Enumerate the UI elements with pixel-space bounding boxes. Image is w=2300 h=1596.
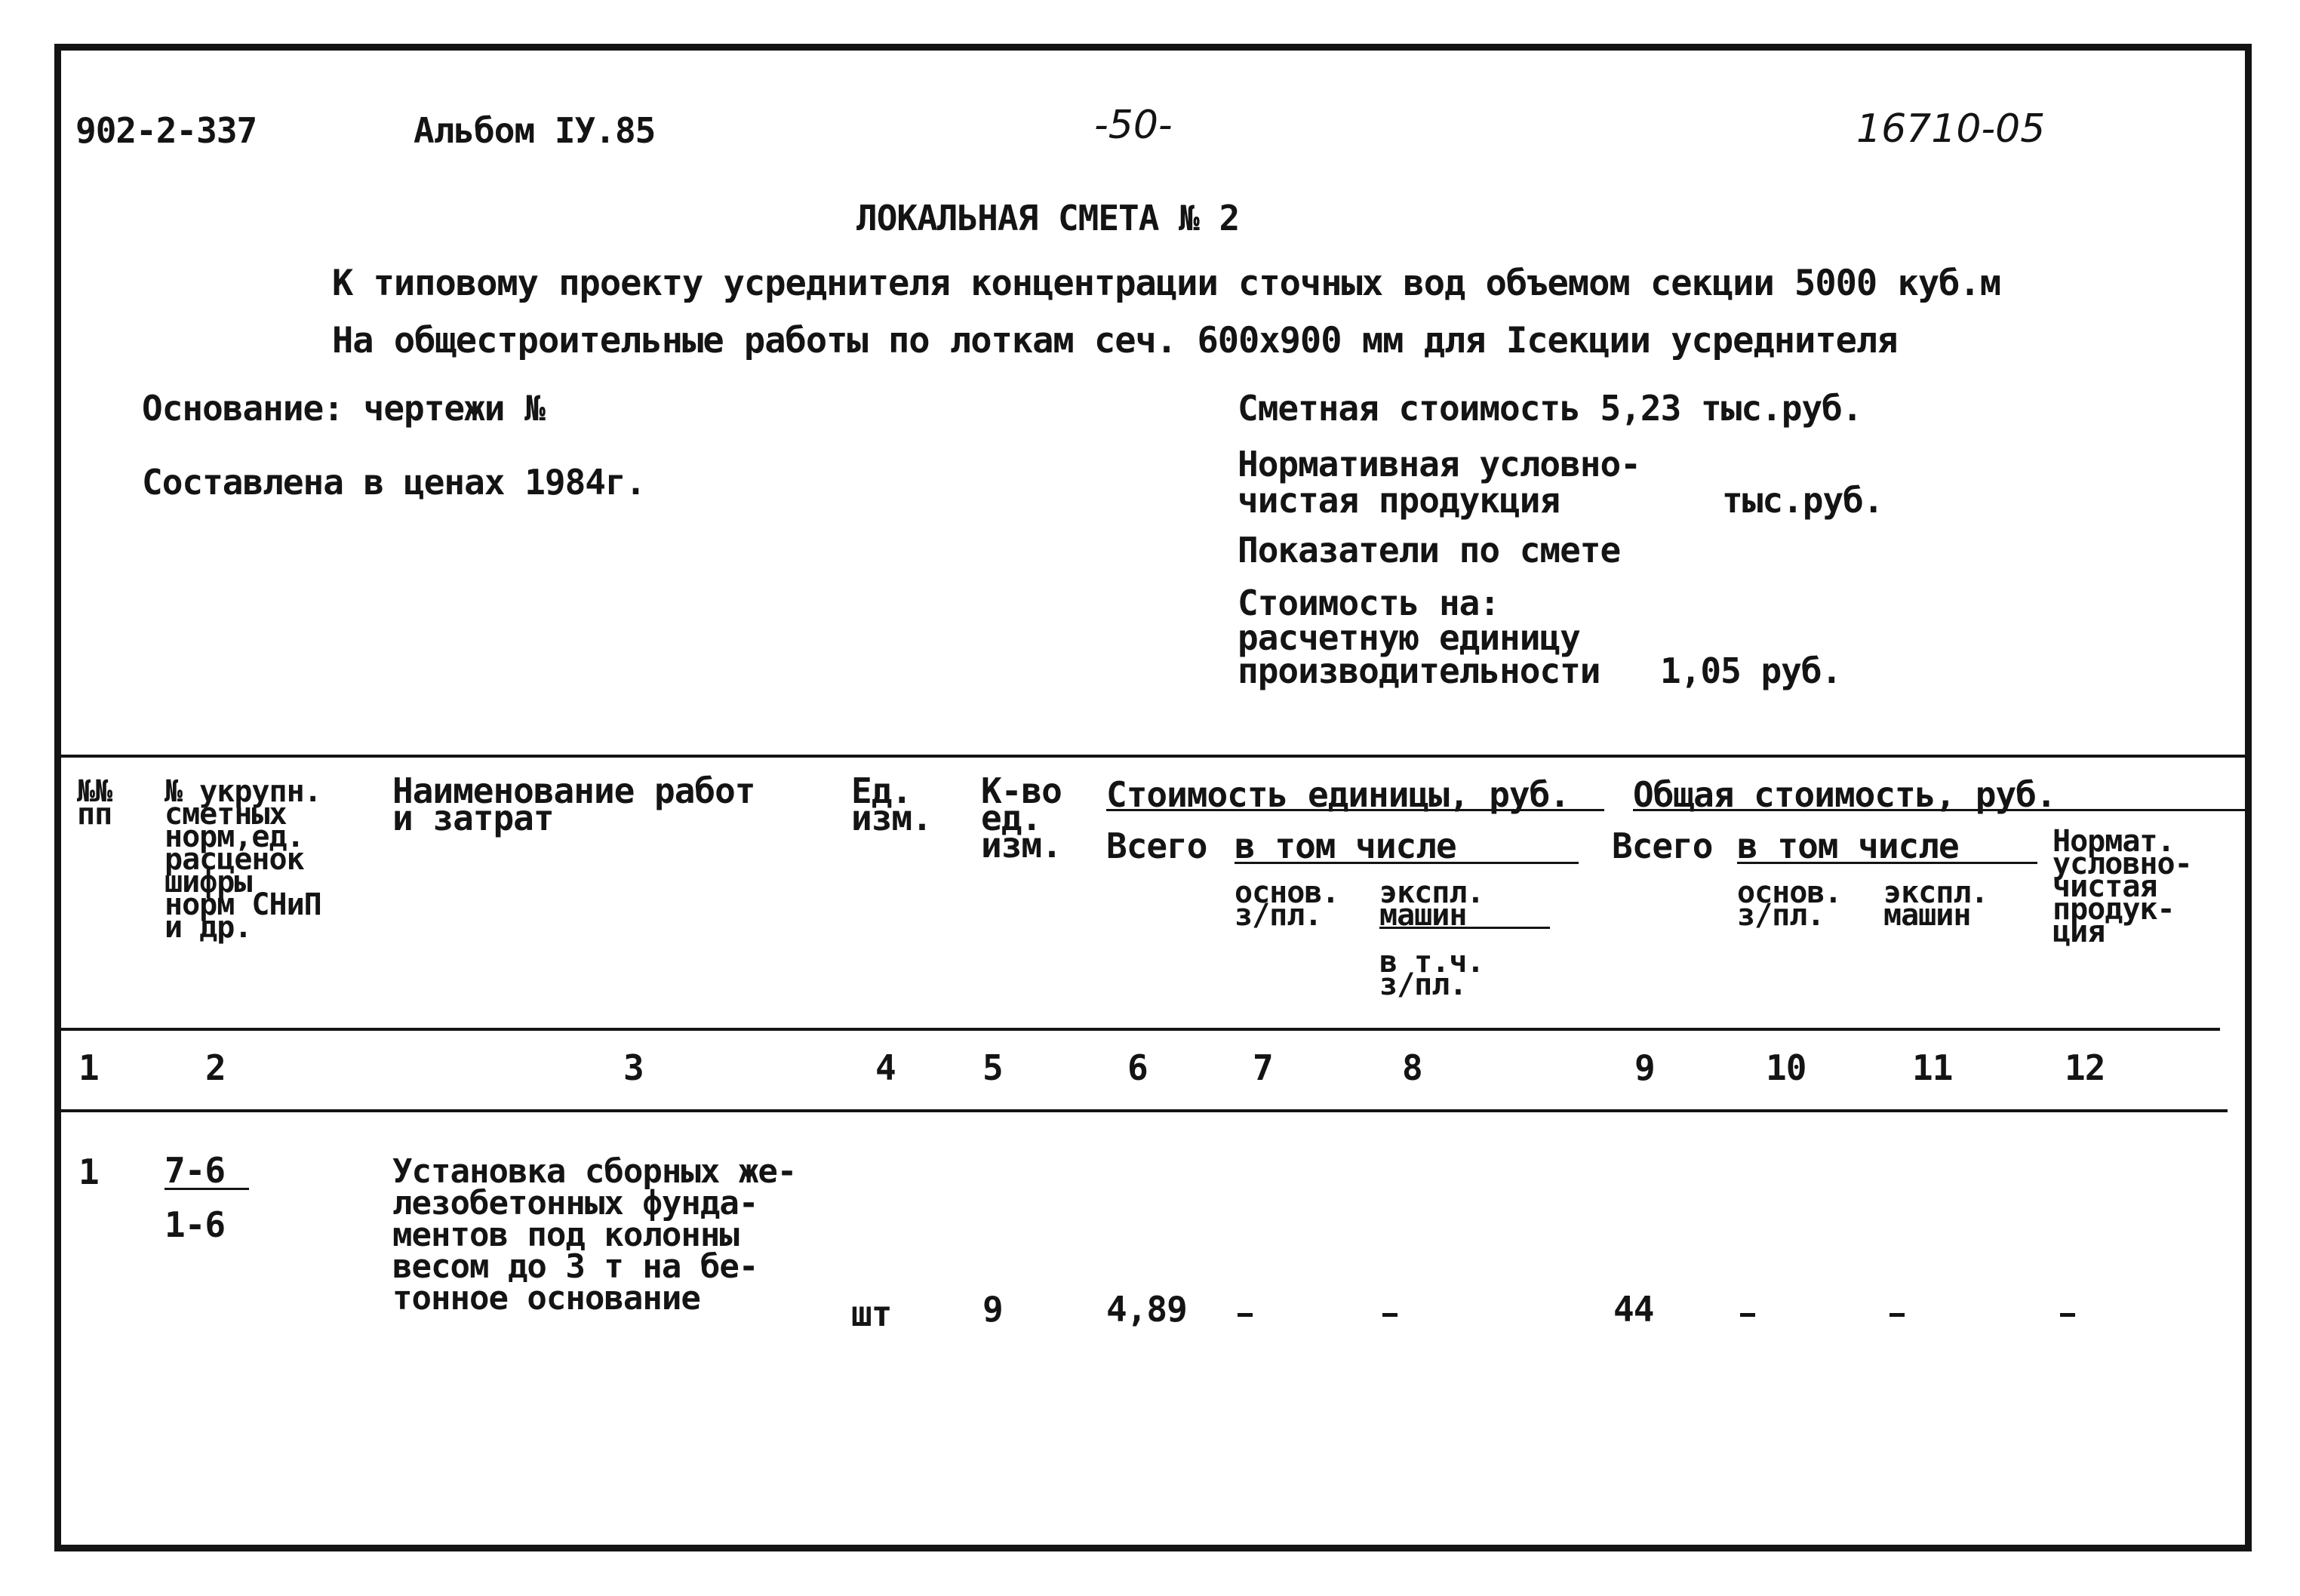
project-line: К типовому проекту усреднителя концентрации сточных вод объемом секции 5000 куб.м [332, 263, 2001, 304]
row-1-unit-base-wage-dash [1238, 1313, 1253, 1317]
col-number-3: 3 [623, 1047, 644, 1088]
header-qty: К-во ед. изм. [981, 770, 1062, 866]
normative-label-2: чистая продукция [1238, 480, 1560, 521]
row-1-num: 1 [78, 1152, 99, 1192]
prices-text: Составлена в ценах 1984г. [142, 462, 646, 503]
header-total-total: Всего [1612, 826, 1713, 866]
normative-unit: тыс.руб. [1722, 480, 1883, 521]
col-number-1: 1 [78, 1047, 99, 1088]
header-total-machines: экспл. машин [1883, 875, 1988, 933]
header-unit-including: в том числе [1235, 826, 1456, 866]
header-num: №№ пп [77, 774, 112, 832]
cost-per-value: 1,05 руб. [1660, 650, 1842, 691]
header-unit-base-wage: основ. з/пл. [1235, 875, 1339, 933]
row-1-total-base-wage-dash [1740, 1313, 1755, 1317]
col-number-7: 7 [1253, 1047, 1273, 1088]
row-1-qty: 9 [982, 1289, 1003, 1330]
sheet-code: 16710-05 [1856, 106, 2046, 152]
basis-text: Основание: чертежи № [142, 388, 545, 429]
col-number-12: 12 [2065, 1047, 2105, 1088]
col-number-11: 11 [1912, 1047, 1953, 1088]
row-1-unit: шт [851, 1293, 892, 1334]
header-normative: Нормат. условно- чистая продук- ция [2052, 824, 2192, 949]
header-unit-total: Всего [1106, 826, 1207, 866]
header-unit-cost: Стоимость единицы, руб. [1106, 774, 1570, 815]
estimated-cost: Сметная стоимость 5,23 тыс.руб. [1238, 388, 1862, 429]
row-1-unit-machines-dash [1382, 1313, 1398, 1317]
header-unit-machines-wage: в т.ч. з/пл. [1379, 945, 1484, 1002]
column-numbers-rule [54, 1109, 2228, 1112]
unit-cost-underline [1106, 809, 1604, 811]
album-label: Альбом IУ.85 [414, 110, 656, 151]
header-total-base-wage: основ. з/пл. [1737, 875, 1842, 933]
page-number: -50- [1094, 103, 1173, 148]
header-unit: Ед. изм. [851, 770, 932, 838]
col-number-2: 2 [205, 1047, 226, 1088]
row-1-work-name: Установка сборных же- лезобетонных фунда- ментов под колонны весом до 3 т на бе- тонное основание [392, 1152, 797, 1318]
row-1-code-bottom: 1-6 [165, 1204, 226, 1245]
header-total-including: в том числе [1737, 826, 1959, 866]
row-1-normative-dash [2060, 1313, 2075, 1317]
row-1-total-machines-dash [1890, 1313, 1905, 1317]
estimate-title: ЛОКАЛЬНАЯ СМЕТА № 2 [856, 198, 1240, 238]
normative-label-1: Нормативная условно- [1238, 444, 1640, 484]
total-including-underline [1737, 862, 2037, 864]
indicators-label: Показатели по смете [1238, 530, 1621, 570]
unit-including-underline [1235, 862, 1579, 864]
cost-per-label-1: Стоимость на: [1238, 583, 1500, 623]
col-number-8: 8 [1402, 1047, 1422, 1088]
col-number-5: 5 [982, 1047, 1003, 1088]
header-code: № укрупн. сметных норм,ед. расценок шифры норм СНиП и др. [165, 774, 321, 945]
col-number-9: 9 [1634, 1047, 1655, 1088]
row-1-unit-total: 4,89 [1106, 1289, 1187, 1330]
col-number-10: 10 [1766, 1047, 1806, 1088]
machines-underline [1379, 927, 1550, 929]
row-1-code-underline [165, 1188, 249, 1190]
doc-code: 902-2-337 [75, 110, 257, 151]
row-1-code-top: 7-6 [165, 1150, 226, 1191]
row-1-total: 44 [1613, 1289, 1654, 1330]
cost-per-label-3: производительности [1238, 650, 1600, 691]
total-cost-underline [1633, 809, 2252, 811]
col-number-4: 4 [875, 1047, 896, 1088]
table-top-rule [54, 755, 2252, 758]
header-bottom-rule [54, 1028, 2220, 1031]
header-total-cost: Общая стоимость, руб. [1633, 774, 2056, 815]
works-line: На общестроительные работы по лоткам сеч. 600х900 мм для Iсекции усреднителя [332, 320, 1898, 361]
col-number-6: 6 [1127, 1047, 1148, 1088]
header-name: Наименование работ и затрат [392, 770, 755, 838]
cost-per-label-2: расчетную единицу [1238, 617, 1580, 658]
header-unit-machines: экспл. машин [1379, 875, 1484, 933]
